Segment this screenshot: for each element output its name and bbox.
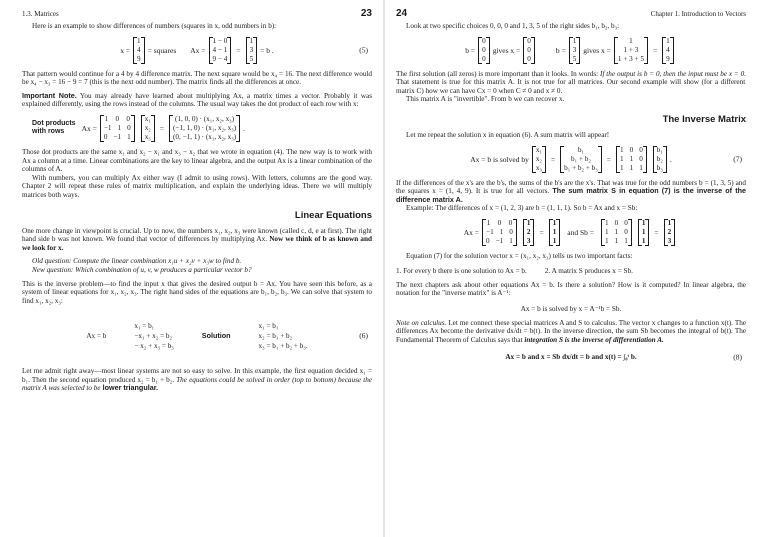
inverse-equation: Ax = b is solved by x = A⁻¹b = Sb.: [520, 304, 622, 313]
paragraph: One more change in viewpoint is crucial. Up to now, the numbers x₁, x₂, x₃ were known (called c, d, e at first). The right hand side b was not known. We found that vector of differences by multiplying Ax. Now we think of b as known and we look for x.: [22, 226, 372, 252]
x-vector: 0 0 0: [523, 37, 535, 64]
x-vector: 1 2 3: [523, 219, 535, 246]
new-question: New question: Which combination of u, v, w produces a particular vector b?: [32, 265, 252, 274]
running-head: Chapter 1. Introduction to Vectors: [650, 10, 746, 18]
dot-product-vector: (1, 0, 0) · (x₁, x₂, x₃) (−1, 1, 0) · (x₁, x₂, x₃) (0, −1, 1) · (x₁, x₂, x₃): [169, 115, 240, 142]
important-note: Important Note. You may already have learned about multiplying Ax, a matrix times a vector. Probably it was explained differently, using the rows instead of the columns. The usual way takes the dot product of each row with x:: [22, 90, 372, 109]
matrix-A: 1 0 0 −1 1 0 0 −1 1: [100, 115, 135, 142]
section-title: The Inverse Matrix: [662, 113, 746, 125]
b-vector: 0 0 0: [478, 37, 490, 64]
x-vector: 1 4 9: [133, 37, 145, 64]
page-number: 24: [396, 8, 408, 19]
right-page-header: [396, 8, 746, 22]
equation-5: x = 1 4 9 = squares Ax = 1 − 0 4 − 1 9 − 4 = 1 3 5 = b . (5): [120, 36, 368, 63]
paragraph: This is the inverse problem—to find the input x that gives the desired output b = Ax. You have seen this before, as a system of linear equations for x₁, x₂, x₃. The right hand sides of the equations are b₁, b₂, b₃. We can solve that system to find x₁, x₂, x₃:: [22, 279, 372, 305]
equation-number: (5): [359, 45, 368, 55]
paragraph: Let me repeat the solution x in equation (6). A sum matrix will appear!: [406, 130, 610, 139]
solution-equations: x₁ = b₁ x₂ = b₁ + b₂ x₃ = b₁ + b₂ + b₃.: [258, 322, 308, 351]
example-equations: b = 0 0 0 gives x = 0 0 0 b = 1 3 5 gives x = 1 1 + 3 1 + 3 + 5 = 1 4 9: [396, 37, 746, 64]
equation-6: Ax = b x₁ = b₁ −x₁ + x₂ = b₂ − x₂ + x₃ = b₃ Solution x₁ = b₁ x₂ = b₁ + b₂ x₃ = b₁ + b₂ + b₃. (6): [86, 322, 368, 351]
paragraph: The first solution (all zeros) is more important than it looks. In words: If the output is b = 0, then the input must be x = 0. That statement is true for this matrix A. It is not true for all matrices. Our second example will show (for a different matrix C) how we can have Cx = 0 when C ≠ 0 and x ≠ 0.: [396, 69, 746, 95]
b-vector: 1 1 1: [549, 219, 561, 246]
sum-vector: b₁ b₁ + b₂ b₁ + b₂ + b₃: [560, 146, 602, 173]
x-vector: x₁ x₂ x₃: [532, 146, 546, 173]
dot-product-equation: Dot products with rows Ax = 1 0 0 −1 1 0 0 −1 1 x₁ x₂ x₃ = (1, 0, 0) · (x₁, x₂, x₃) (−1, 1, 0) · (x₁, x₂, x₃) (0, −1, 1) · (x₁, x₂, x₃) .: [32, 114, 245, 141]
fact-1: 1. For every b there is one solution to Ax = b.: [396, 266, 527, 275]
paragraph: Equation (7) for the solution vector x = (x₁, x₂, x₃) tells us two important facts:: [406, 251, 633, 260]
intro-paragraph: Look at two specific choices 0, 0, 0 and 1, 3, 5 of the right sides b₁, b₂, b₃:: [406, 22, 620, 30]
paragraph: That pattern would continue for a 4 by 4 difference matrix. The next square would be x₄ = 16. The next difference would be x₄ − x₃ = 16 − 9 = 7 (this is the next odd number). The matrix finds all the differences at once.: [22, 69, 372, 87]
b-vector: 1 1 1: [638, 219, 650, 246]
calculus-note: Note on calculus. Let me connect these special matrices A and S to calculus. The vector x changes to a function x(t). The differences Ax become the derivative dx/dt = b(t). In the inverse direction, the sum Sb becomes the integral of b(t). The Fundamental Theorem of Calculus says that integration S is the inverse of differentiation A.: [396, 318, 746, 344]
old-question: Old question: Compute the linear combination x₁u + x₂v + x₃w to find b.: [32, 257, 242, 266]
difference-vector: 1 − 0 4 − 1 9 − 4: [209, 37, 232, 64]
system-equations: x₁ = b₁ −x₁ + x₂ = b₂ − x₂ + x₃ = b₃: [134, 322, 174, 351]
paragraph: If the differences of the x's are the b's, the sums of the b's are the x's. That was true for the odd numbers b = (1, 3, 5) and the squares x = (1, 4, 9). It is true for all vectors. The sum matrix S in equation (7) is the inverse of the difference matrix A.: [396, 178, 746, 204]
section-title: Linear Equations: [294, 209, 372, 221]
b-vector: b₁ b₂ b₃: [653, 146, 667, 173]
equation-8: Ax = b and x = Sb dx/dt = b and x(t) = ∫₀ᵗ b. (8): [505, 352, 742, 361]
facts-list: [396, 267, 746, 275]
intro-paragraph: Here is an example to show differences of numbers (squares in x, odd numbers in b):: [32, 22, 277, 30]
fact-2: 2. A matrix S produces x = Sb.: [544, 266, 633, 275]
page-number: 23: [360, 8, 372, 19]
paragraph: Example: The differences of x = (1, 2, 3) are b = (1, 1, 1). So b = Ax and x = Sb:: [406, 204, 638, 213]
matrix-S: 1 0 0 1 1 0 1 1 1: [616, 146, 647, 173]
paragraph: With numbers, you can multiply Ax either way (I admit to using rows). With letters, columns are the good way. Chapter 2 will repeat these rules of matrix multiplication, and explain the underlying ideas. There we will multiply matrices both ways.: [22, 173, 372, 199]
dot-products-label: Dot products with rows: [32, 120, 76, 136]
left-page-header: [22, 8, 372, 22]
x-vector: 1 4 9: [662, 37, 674, 64]
paragraph: Those dot products are the same x₁ and x₂ − x₁ and x₃ − x₂ that we wrote in equation (4). The new way is to work with Ax a column at a time. Linear combinations are the key to linear algebra, and the output Ax is a linear combination of the columns of A.: [22, 147, 372, 174]
matrix-A: 1 0 0 −1 1 0 0 −1 1: [482, 219, 517, 246]
matrix-S: 1 0 0 1 1 0 1 1 1: [601, 219, 632, 246]
x-vector: x₁ x₂ x₃: [141, 115, 155, 142]
b-vector: 1 3 5: [246, 37, 258, 64]
x-vector: 1 2 3: [664, 219, 676, 246]
running-head: 1.3. Matrices: [22, 10, 59, 18]
paragraph: This matrix A is "invertible". From b we can recover x.: [406, 95, 565, 104]
paragraph: Let me admit right away—most linear systems are not so easy to solve. In this example, the first equation decided x₁ = b₁. Then the second equation produced x₂ = b₁ + b₂. The equations could be solved in order (top to bottom) because the matrix A was selected to be lower triangular.: [22, 367, 372, 393]
paragraph: The next chapters ask about other equations Ax = b. Is there a solution? How is it computed? In linear algebra, the notation for the "inverse matrix" is A⁻¹:: [396, 280, 746, 298]
equation-7: Ax = b is solved by x₁ x₂ x₃ = b₁ b₁ + b₂ b₁ + b₂ + b₃ = 1 0 0 1 1 0 1 1 1 b₁ b₂ b₃ . (7): [470, 145, 742, 172]
b-vector: 1 3 5: [569, 37, 581, 64]
example-3-equation: Ax = 1 0 0 −1 1 0 0 −1 1 1 2 3 = 1 1 1 and Sb = 1 0 0 1 1 0 1 1 1 1 1 1 = 1 2 3: [396, 219, 746, 246]
right-page: [384, 0, 768, 537]
sum-vector: 1 1 + 3 1 + 3 + 5: [614, 37, 648, 64]
